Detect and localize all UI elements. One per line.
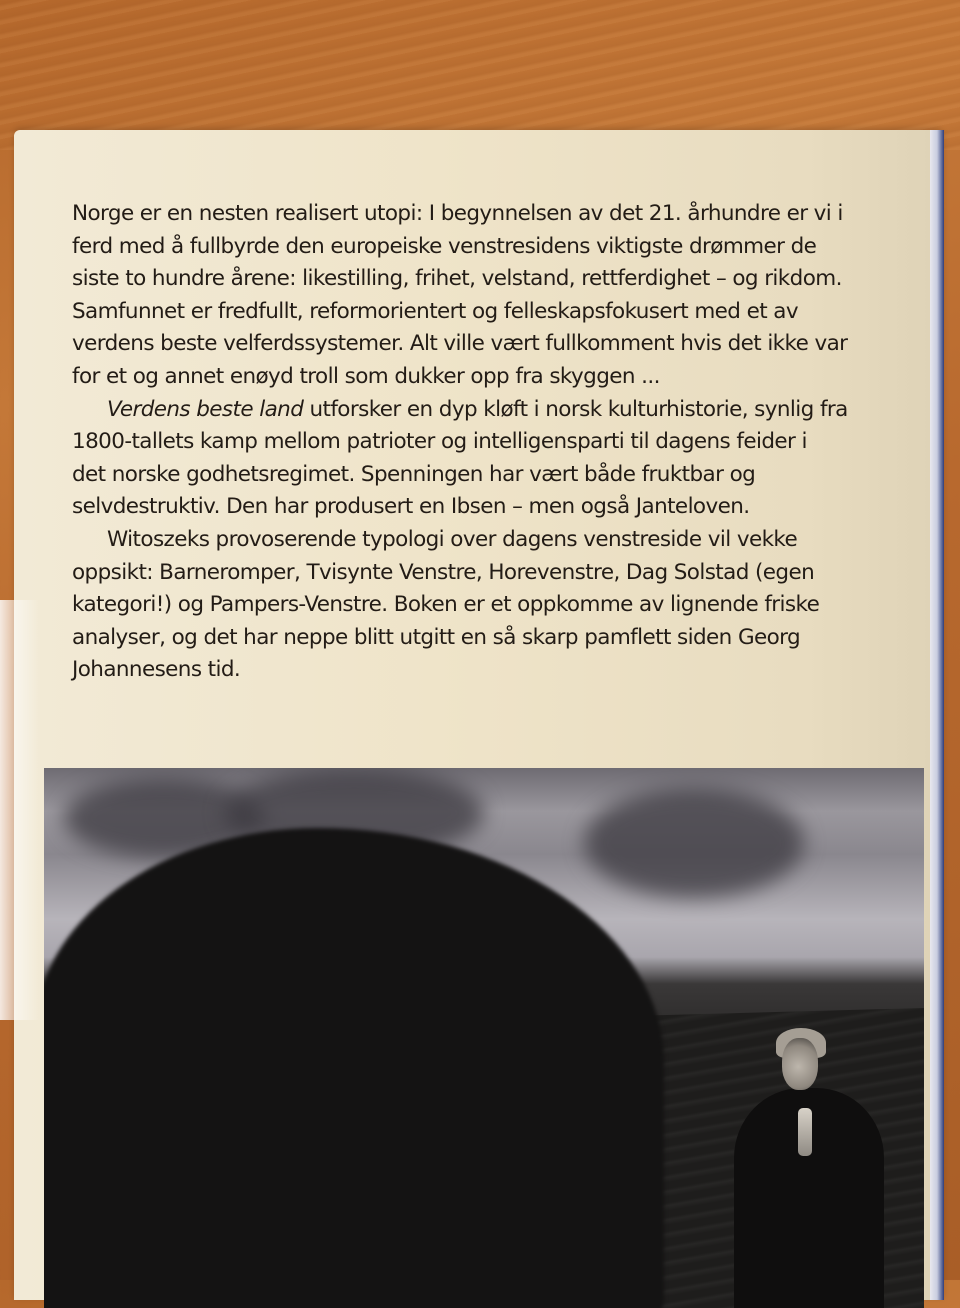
scarf-tassel (798, 1108, 812, 1156)
blurb-paragraph-3 (72, 524, 912, 687)
light-glare (0, 600, 40, 1020)
blurb-line: utforsker en dyp kløft i norsk kulturhistorie, synlig fra (303, 396, 848, 422)
blurb-paragraph-2 (72, 394, 912, 524)
back-cover-blurb (72, 198, 912, 687)
blurb-line: 1800-tallets kamp mellom patrioter og intelligensparti til dagens feider i (72, 429, 807, 455)
book-spine-edge (930, 130, 944, 1300)
blurb-line: Samfunnet er fredfullt, reformorientert og felleskapsfokusert med et av (72, 298, 798, 324)
wooden-table-surface (0, 0, 960, 150)
face (782, 1038, 818, 1090)
cloud (584, 788, 804, 898)
blurb-line: selvdestruktiv. Den har produsert en Ibsen – men også Janteloven. (72, 494, 750, 520)
blurb-line: det norske godhetsregimet. Spenningen har vært både fruktbar og (72, 461, 756, 487)
blurb-line: kategori!) og Pampers-Venstre. Boken er et oppkomme av lignende friske (72, 592, 820, 618)
blurb-line: analyser, og det har neppe blitt utgitt en så skarp pamflett siden Georg (72, 624, 801, 650)
woman-in-cloak (724, 1028, 894, 1308)
blurb-line: Johannesens tid. (72, 657, 241, 683)
blurb-line: ferd med å fullbyrde den europeiske venstresidens viktigste drømmer de (72, 233, 817, 259)
blurb-line: Norge er en nesten realisert utopi: I begynnelsen av det 21. århundre er vi i (72, 201, 843, 226)
author-photo (44, 768, 924, 1308)
book-title-italic: Verdens beste land (107, 396, 304, 422)
blurb-line: verdens beste velferdssystemer. Alt ville vært fullkomment hvis det ikke var (72, 331, 848, 357)
blurb-line: oppsikt: Barneromper, Tvisynte Venstre, Horevenstre, Dag Solstad (egen (72, 559, 815, 585)
blurb-paragraph-1 (72, 198, 912, 394)
blurb-line: for et og annet enøyd troll som dukker opp fra skyggen ... (72, 363, 660, 389)
blurb-line: siste to hundre årene: likestilling, frihet, velstand, rettferdighet – og rikdom. (72, 266, 842, 292)
book-back-cover (14, 130, 944, 1300)
blurb-line: Witoszeks provoserende typologi over dagens venstreside vil vekke (107, 526, 798, 552)
dark-trees (44, 828, 664, 1308)
